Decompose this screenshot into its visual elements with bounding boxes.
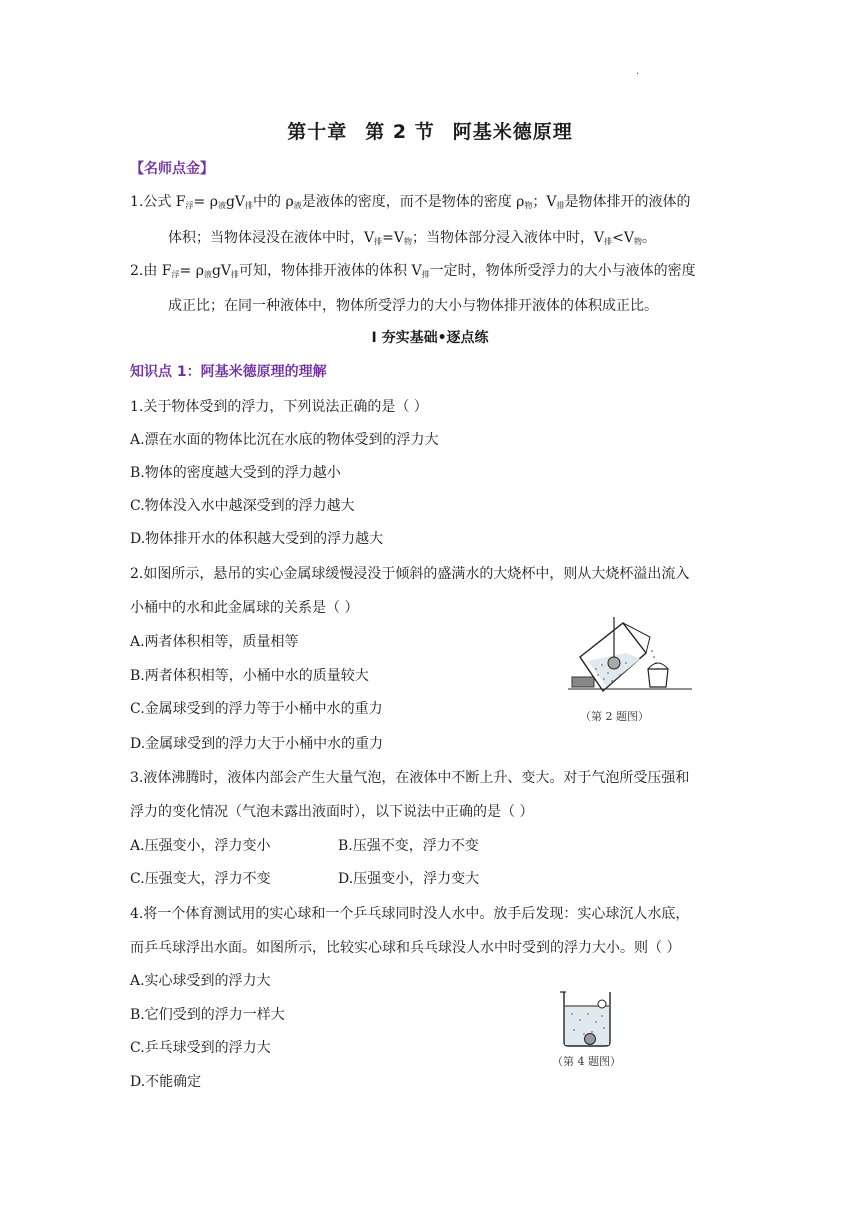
q2-stem-line-2: 小桶中的水和此金属球的关系是（ ）	[130, 600, 359, 616]
tip-2-line-2: 成正比；在同一种液体中，物体所受浮力的大小与物体排开液体的体积成正比。	[168, 298, 658, 314]
q1-option-d: D.物体排开水的体积越大受到的浮力越大	[130, 531, 384, 547]
q2-option-c: C.金属球受到的浮力等于小桶中水的重力	[130, 701, 383, 717]
tips-label: 【名师点金】	[130, 161, 214, 177]
q3-option-a: A.压强变小，浮力变小	[130, 838, 271, 854]
q2-figure-beaker-overflow	[568, 617, 692, 693]
q4-option-d: D.不能确定	[130, 1074, 202, 1090]
section-label: 第 2 节	[365, 121, 435, 143]
q1-option-b: B.物体的密度越大受到的浮力越小	[130, 465, 341, 481]
q2-figure-caption: （第 2 题图）	[580, 710, 649, 723]
tip-1-line-1: 1.公式 $F_浮= \rho_液gV_排$中的 $\rho_液$是液体的密度，而不是物体的密度 $\rho_物$；$V_排$是物体排开的液体的	[130, 194, 691, 210]
q1-stem: 1.关于物体受到的浮力，下列说法正确的是（ ）	[130, 399, 428, 415]
knowledge-point-title: 知识点 1：阿基米德原理的理解	[130, 364, 327, 380]
q3-option-b: B.压强不变，浮力不变	[338, 838, 479, 854]
q4-option-c: C.乒乓球受到的浮力大	[130, 1040, 271, 1056]
section-title: Ⅰ 夯实基础•逐点练	[371, 330, 489, 346]
q2-stem-line-1: 2.如图所示，悬吊的实心金属球缓慢浸没于倾斜的盛满水的大烧杯中，则从大烧杯溢出流入	[130, 566, 690, 582]
q2-option-d: D.金属球受到的浮力大于小桶中水的重力	[130, 736, 384, 752]
q3-stem-line-1: 3.液体沸腾时，液体内部会产生大量气泡，在液体中不断上升、变大。对于气泡所受压强和	[130, 770, 690, 786]
q4-stem-line-1: 4.将一个体育测试用的实心球和一个乒乓球同时没人水中。放手后发现：实心球沉人水底，	[130, 906, 690, 922]
chapter-label: 第十章	[287, 121, 348, 143]
q4-figure-beaker-balls	[558, 988, 618, 1048]
topic-label: 阿基米德原理	[452, 121, 573, 143]
q3-stem-line-2: 浮力的变化情况（气泡未露出液面时），以下说法中正确的是（ ）	[130, 804, 534, 820]
q2-option-a: A.两者体积相等，质量相等	[130, 634, 299, 650]
q3-option-c: C.压强变大，浮力不变	[130, 871, 271, 887]
q2-option-b: B.两者体积相等，小桶中水的质量较大	[130, 668, 369, 684]
page-title	[0, 117, 860, 144]
tip-1-line-2: 体积；当物体浸没在液体中时，$V_排=V_物$；当物体部分浸入液体中时，$V_排<V_物$。	[168, 230, 656, 246]
tip-2-line-1: 2.由 $F_浮= \rho_液gV_排$可知，物体排开液体的体积 $V_排$一定时，物体所受浮力的大小与液体的密度	[130, 263, 696, 279]
q3-option-d: D.压强变小，浮力变大	[338, 871, 480, 887]
q1-option-a: A.漂在水面的物体比沉在水底的物体受到的浮力大	[130, 432, 439, 448]
page-mark: .	[636, 66, 640, 77]
q4-stem-line-2: 而乒乓球浮出水面。如图所示，比较实心球和兵乓球没人水中时受到的浮力大小。则（ ）	[130, 940, 681, 956]
q4-figure-caption: （第 4 题图）	[552, 1055, 621, 1068]
q4-option-b: B.它们受到的浮力一样大	[130, 1007, 285, 1023]
q4-option-a: A.实心球受到的浮力大	[130, 973, 271, 989]
q1-option-c: C.物体没入水中越深受到的浮力越大	[130, 498, 355, 514]
